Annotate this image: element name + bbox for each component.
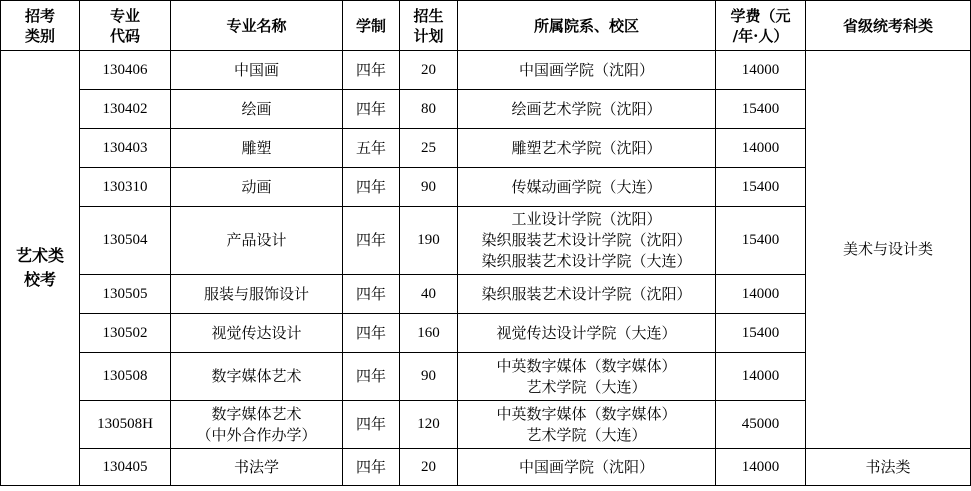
header-exam-subject: 省级统考科类 (806, 1, 971, 51)
plan-cell: 20 (400, 51, 458, 90)
table-row (1, 51, 971, 90)
college-cell: 工业设计学院（沈阳） 染织服装艺术设计学院（沈阳） 染织服装艺术设计学院（大连） (458, 207, 716, 275)
header-name: 专业名称 (171, 1, 343, 51)
college-cell: 绘画艺术学院（沈阳） (458, 90, 716, 129)
name-cell: 视觉传达设计 (171, 314, 343, 353)
name-cell: 数字媒体艺术 （中外合作办学） (171, 401, 343, 449)
name-cell: 数字媒体艺术 (171, 353, 343, 401)
exam-subject-cell: 美术与设计类 (806, 51, 971, 449)
name-cell: 产品设计 (171, 207, 343, 275)
duration-cell: 四年 (343, 51, 400, 90)
category-cell: 艺术类 校考 (1, 51, 80, 486)
plan-cell: 90 (400, 353, 458, 401)
plan-cell: 160 (400, 314, 458, 353)
college-cell: 雕塑艺术学院（沈阳） (458, 129, 716, 168)
duration-cell: 四年 (343, 314, 400, 353)
fee-cell: 15400 (716, 90, 806, 129)
college-cell: 视觉传达设计学院（大连） (458, 314, 716, 353)
plan-cell: 120 (400, 401, 458, 449)
college-cell: 染织服装艺术设计学院（沈阳） (458, 275, 716, 314)
code-cell: 130508H (80, 401, 171, 449)
header-duration: 学制 (343, 1, 400, 51)
plan-cell: 25 (400, 129, 458, 168)
fee-cell: 15400 (716, 314, 806, 353)
fee-cell: 15400 (716, 168, 806, 207)
code-cell: 130508 (80, 353, 171, 401)
code-cell: 130402 (80, 90, 171, 129)
header-college: 所属院系、校区 (458, 1, 716, 51)
header-row (1, 1, 971, 51)
duration-cell: 四年 (343, 90, 400, 129)
duration-cell: 五年 (343, 129, 400, 168)
plan-cell: 190 (400, 207, 458, 275)
name-cell: 书法学 (171, 449, 343, 486)
name-cell: 雕塑 (171, 129, 343, 168)
code-cell: 130504 (80, 207, 171, 275)
plan-cell: 40 (400, 275, 458, 314)
plan-cell: 80 (400, 90, 458, 129)
name-cell: 服装与服饰设计 (171, 275, 343, 314)
header-plan: 招生 计划 (400, 1, 458, 51)
code-cell: 130310 (80, 168, 171, 207)
header-code: 专业 代码 (80, 1, 171, 51)
fee-cell: 14000 (716, 129, 806, 168)
duration-cell: 四年 (343, 207, 400, 275)
header-fee: 学费（元 /年·人） (716, 1, 806, 51)
duration-cell: 四年 (343, 449, 400, 486)
duration-cell: 四年 (343, 275, 400, 314)
fee-cell: 45000 (716, 401, 806, 449)
plan-cell: 20 (400, 449, 458, 486)
duration-cell: 四年 (343, 353, 400, 401)
college-cell: 中国画学院（沈阳） (458, 449, 716, 486)
college-cell: 中英数字媒体（数字媒体） 艺术学院（大连） (458, 353, 716, 401)
header-category: 招考 类别 (1, 1, 80, 51)
code-cell: 130502 (80, 314, 171, 353)
table-row (1, 449, 971, 486)
plan-cell: 90 (400, 168, 458, 207)
fee-cell: 15400 (716, 207, 806, 275)
college-cell: 传媒动画学院（大连） (458, 168, 716, 207)
fee-cell: 14000 (716, 449, 806, 486)
exam-subject-cell: 书法类 (806, 449, 971, 486)
college-cell: 中英数字媒体（数字媒体） 艺术学院（大连） (458, 401, 716, 449)
code-cell: 130405 (80, 449, 171, 486)
duration-cell: 四年 (343, 401, 400, 449)
name-cell: 动画 (171, 168, 343, 207)
name-cell: 中国画 (171, 51, 343, 90)
code-cell: 130406 (80, 51, 171, 90)
name-cell: 绘画 (171, 90, 343, 129)
duration-cell: 四年 (343, 168, 400, 207)
fee-cell: 14000 (716, 51, 806, 90)
code-cell: 130403 (80, 129, 171, 168)
college-cell: 中国画学院（沈阳） (458, 51, 716, 90)
fee-cell: 14000 (716, 275, 806, 314)
code-cell: 130505 (80, 275, 171, 314)
fee-cell: 14000 (716, 353, 806, 401)
